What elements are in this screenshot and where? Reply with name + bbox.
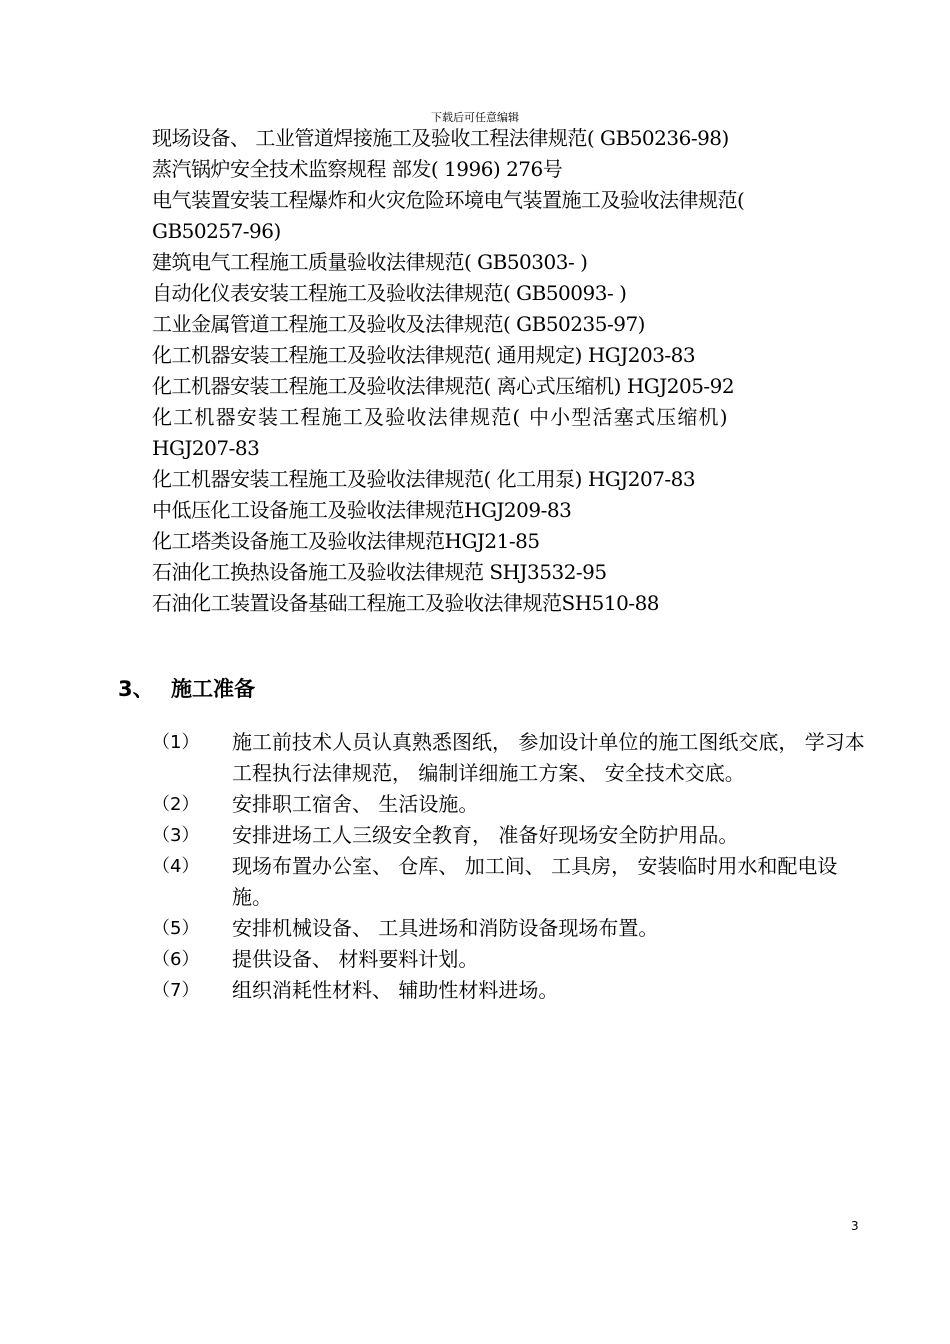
list-item [152,975,872,1006]
item-text: 安排机械设备、 工具进场和消防设备现场布置。 [232,916,659,940]
standard-line: HGJ207-83 [152,436,260,460]
standard-line: 化工机器安装工程施工及验收法律规范( 离心式压缩机) HGJ205-92 [152,374,735,398]
item-number: （3） [152,825,200,846]
list-item [152,789,872,820]
item-number: （6） [152,949,200,970]
item-text: 施工前技术人员认真熟悉图纸， 参加设计单位的施工图纸交底， 学习本工程执行法律规范， 编制详细施工方案、 安全技术交底。 [232,730,865,785]
item-number: （7） [152,980,200,1001]
standards-list [152,123,872,619]
page-number: 3 [851,1219,859,1233]
item-number: （4） [152,856,200,877]
preparation-list [152,727,872,1006]
section-heading [118,673,255,703]
page-header: 下载后可任意编辑 [431,111,519,124]
standard-line: 电气装置安装工程爆炸和火灾危险环境电气装置施工及验收法律规范( [152,188,745,212]
standard-line: 现场设备、 工业管道焊接施工及验收工程法律规范( GB50236-98) [152,126,729,150]
section-title: 施工准备 [171,677,255,701]
standard-line: 化工机器安装工程施工及验收法律规范( 中小型活塞式压缩机) [152,405,729,429]
item-text: 安排职工宿舍、 生活设施。 [232,792,479,816]
list-item [152,944,872,975]
standard-line: 石油化工装置设备基础工程施工及验收法律规范SH510-88 [152,591,660,615]
item-number: （1） [152,732,200,753]
item-text: 组织消耗性材料、 辅助性材料进场。 [232,978,559,1002]
list-item [152,727,872,789]
list-item [152,913,872,944]
standard-line: GB50257-96) [152,219,281,243]
item-text: 现场布置办公室、 仓库、 加工间、 工具房， 安装临时用水和配电设施。 [232,854,838,909]
standard-line: 化工机器安装工程施工及验收法律规范( 化工用泵) HGJ207-83 [152,467,696,491]
item-number: （5） [152,918,200,939]
standard-line: 建筑电气工程施工质量验收法律规范( GB50303- ) [152,250,588,274]
item-number: （2） [152,794,200,815]
standard-line: 中低压化工设备施工及验收法律规范HGJ209-83 [152,498,572,522]
standard-line: 自动化仪表安装工程施工及验收法律规范( GB50093- ) [152,281,627,305]
standard-line: 石油化工换热设备施工及验收法律规范 SHJ3532-95 [152,560,607,584]
list-item [152,820,872,851]
standard-line: 工业金属管道工程施工及验收及法律规范( GB50235-97) [152,312,645,336]
item-text: 安排进场工人三级安全教育， 准备好现场安全防护用品。 [232,823,739,847]
standard-line: 化工机器安装工程施工及验收法律规范( 通用规定) HGJ203-83 [152,343,696,367]
list-item [152,851,872,913]
standard-line: 蒸汽锅炉安全技术监察规程 部发( 1996) 276号 [152,157,563,181]
standard-line: 化工塔类设备施工及验收法律规范HGJ21-85 [152,529,540,553]
section-number: 3、 [118,677,154,701]
item-text: 提供设备、 材料要料计划。 [232,947,479,971]
